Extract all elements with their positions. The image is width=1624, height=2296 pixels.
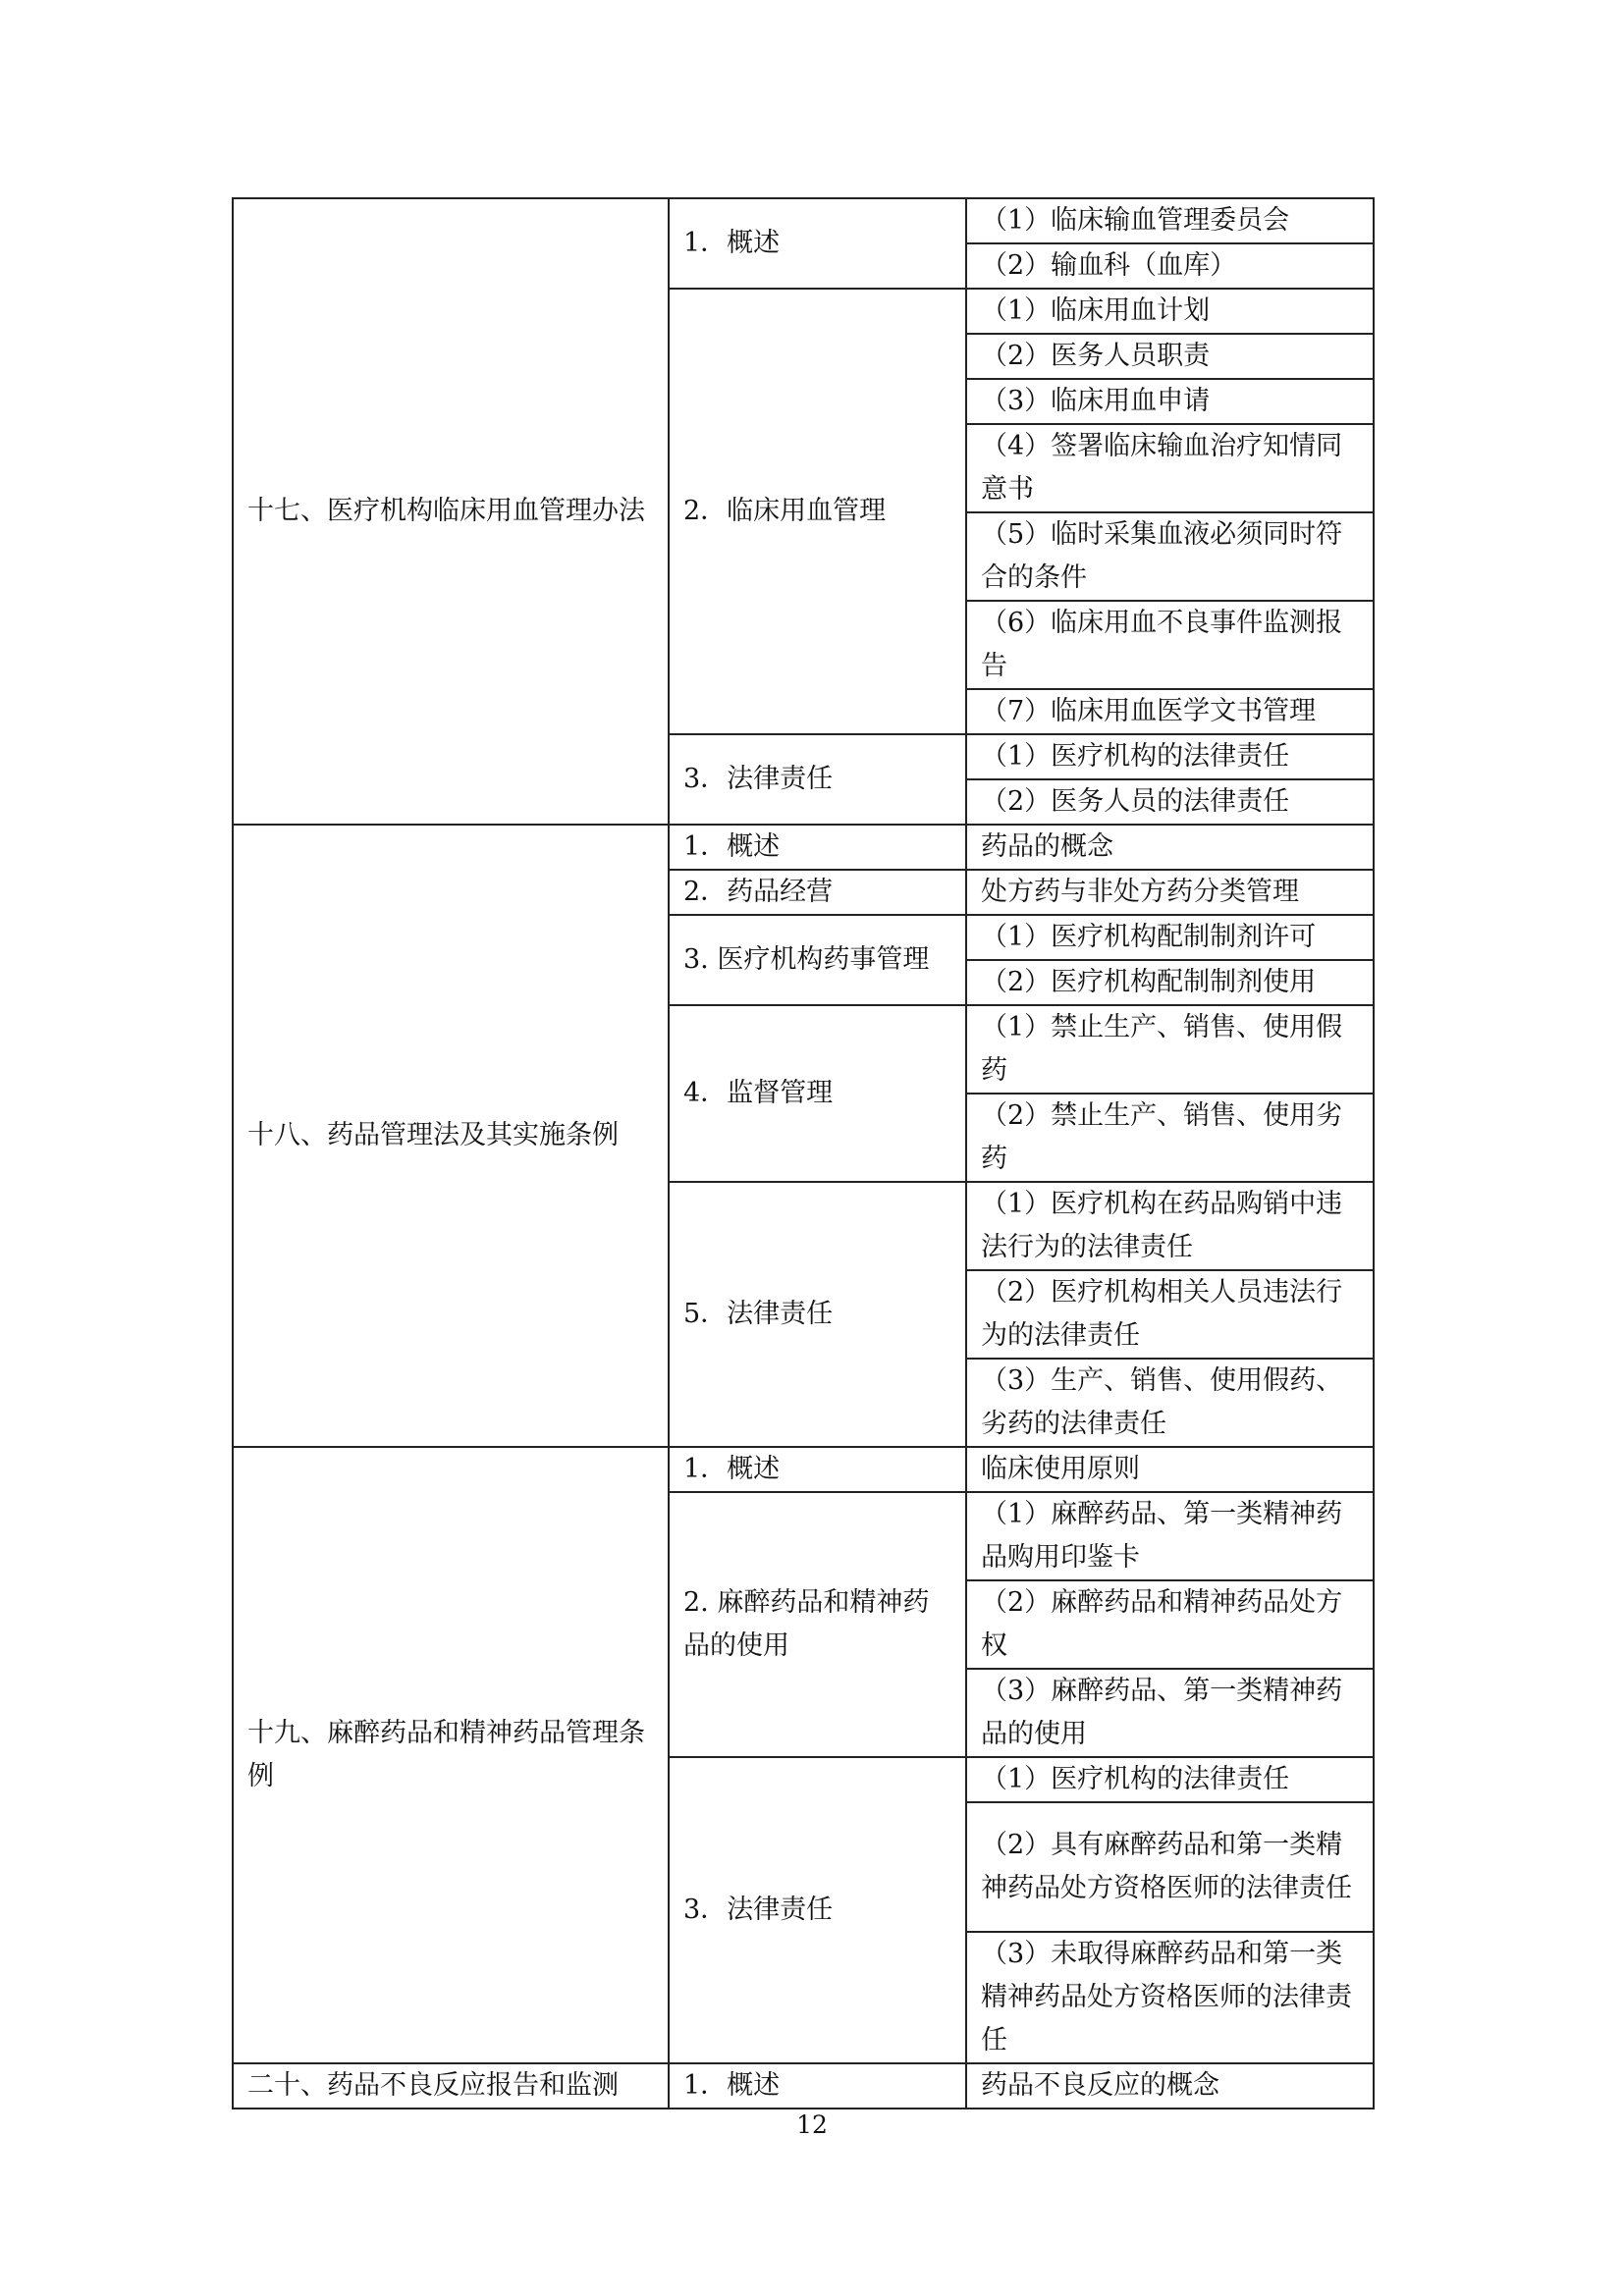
item-cell: （1）医疗机构配制制剂许可 bbox=[966, 915, 1374, 960]
item-cell: （1）医疗机构的法律责任 bbox=[966, 734, 1374, 779]
section-title: 二十、药品不良反应报告和监测 bbox=[233, 2063, 669, 2109]
item-cell: （2）医务人员的法律责任 bbox=[966, 779, 1374, 825]
item-cell: 药品不良反应的概念 bbox=[966, 2063, 1374, 2109]
item-cell: （3）临床用血申请 bbox=[966, 379, 1374, 424]
item-cell: （2）医疗机构配制制剂使用 bbox=[966, 960, 1374, 1005]
item-cell: （1）临床用血计划 bbox=[966, 289, 1374, 334]
unit-label: 3．法律责任 bbox=[669, 1757, 966, 2063]
item-cell: （1）麻醉药品、第一类精神药品购用印鉴卡 bbox=[966, 1492, 1374, 1580]
item-cell: 药品的概念 bbox=[966, 825, 1374, 870]
table-row bbox=[233, 825, 1374, 870]
item-cell: （2）输血科（血库） bbox=[966, 243, 1374, 289]
item-cell: （1）医疗机构的法律责任 bbox=[966, 1757, 1374, 1802]
item-cell: （2）医疗机构相关人员违法行为的法律责任 bbox=[966, 1270, 1374, 1359]
unit-label: 3. 医疗机构药事管理 bbox=[669, 915, 966, 1005]
item-cell: （3）生产、销售、使用假药、劣药的法律责任 bbox=[966, 1359, 1374, 1447]
unit-label: 2．临床用血管理 bbox=[669, 289, 966, 734]
item-cell: （1）禁止生产、销售、使用假药 bbox=[966, 1005, 1374, 1094]
unit-label: 2. 麻醉药品和精神药品的使用 bbox=[669, 1492, 966, 1757]
item-cell: （2）禁止生产、销售、使用劣药 bbox=[966, 1094, 1374, 1182]
item-cell: （3）未取得麻醉药品和第一类精神药品处方资格医师的法律责任 bbox=[966, 1932, 1374, 2063]
table-row bbox=[233, 2063, 1374, 2109]
unit-label: 1．概述 bbox=[669, 2063, 966, 2109]
unit-label: 1．概述 bbox=[669, 825, 966, 870]
item-cell: （6）临床用血不良事件监测报告 bbox=[966, 601, 1374, 689]
item-cell: 临床使用原则 bbox=[966, 1447, 1374, 1492]
unit-label: 1．概述 bbox=[669, 198, 966, 289]
item-cell: （5）临时采集血液必须同时符合的条件 bbox=[966, 512, 1374, 601]
table-row bbox=[233, 1447, 1374, 1492]
item-cell: （1）临床输血管理委员会 bbox=[966, 198, 1374, 243]
unit-label: 1．概述 bbox=[669, 1447, 966, 1492]
unit-label: 5．法律责任 bbox=[669, 1182, 966, 1447]
item-cell: （1）医疗机构在药品购销中违法行为的法律责任 bbox=[966, 1182, 1374, 1270]
section-title: 十九、麻醉药品和精神药品管理条例 bbox=[233, 1447, 669, 2063]
item-cell: （2）具有麻醉药品和第一类精神药品处方资格医师的法律责任 bbox=[966, 1802, 1374, 1932]
item-cell: 处方药与非处方药分类管理 bbox=[966, 870, 1374, 915]
item-cell: （7）临床用血医学文书管理 bbox=[966, 689, 1374, 734]
page-number: 12 bbox=[796, 2110, 828, 2139]
section-title: 十七、医疗机构临床用血管理办法 bbox=[233, 198, 669, 825]
syllabus-table bbox=[232, 197, 1375, 2109]
item-cell: （3）麻醉药品、第一类精神药品的使用 bbox=[966, 1669, 1374, 1757]
table-row bbox=[233, 198, 1374, 243]
item-cell: （2）医务人员职责 bbox=[966, 334, 1374, 379]
unit-label: 4．监督管理 bbox=[669, 1005, 966, 1182]
unit-label: 2．药品经营 bbox=[669, 870, 966, 915]
item-cell: （2）麻醉药品和精神药品处方权 bbox=[966, 1580, 1374, 1669]
item-cell: （4）签署临床输血治疗知情同意书 bbox=[966, 424, 1374, 512]
unit-label: 3．法律责任 bbox=[669, 734, 966, 825]
section-title: 十八、药品管理法及其实施条例 bbox=[233, 825, 669, 1447]
